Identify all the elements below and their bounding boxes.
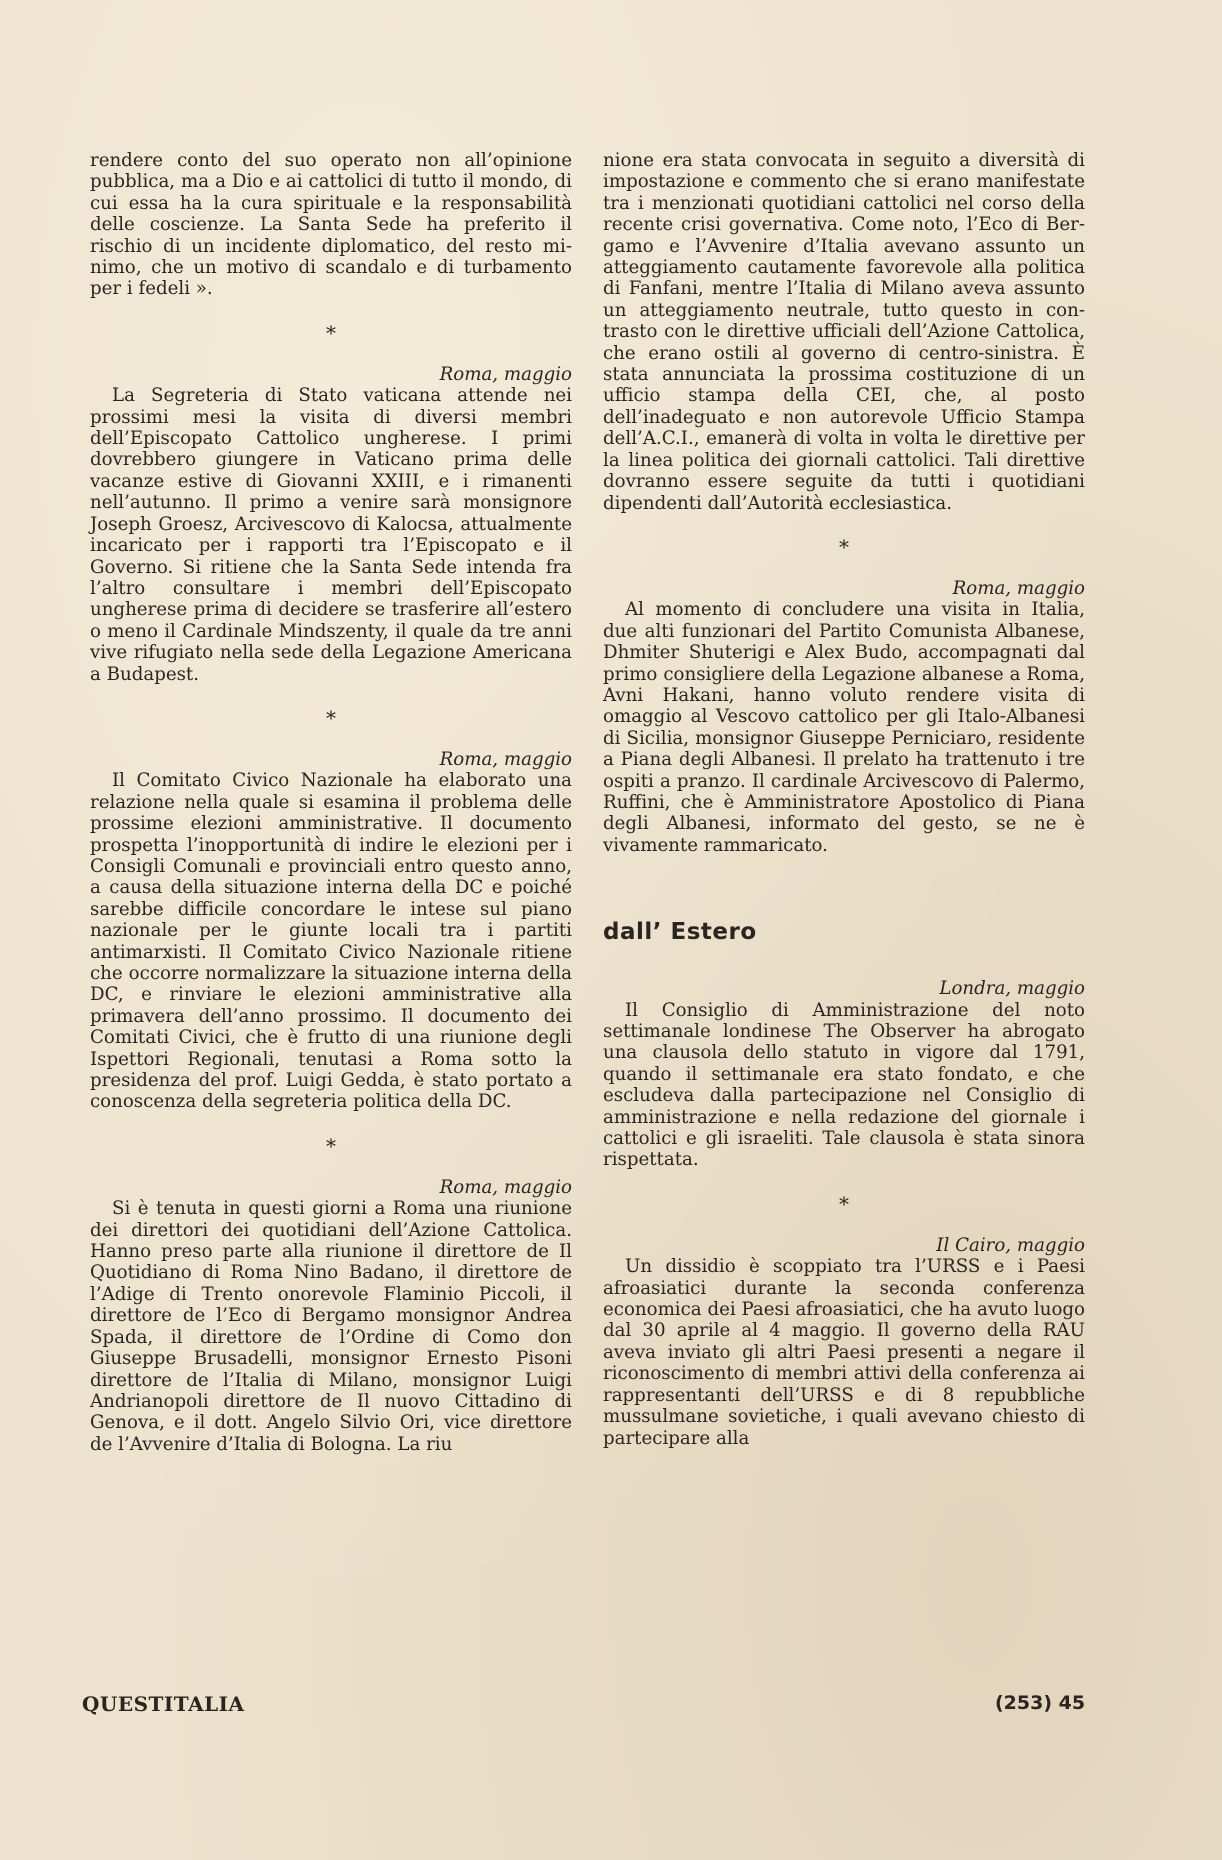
dateline: Roma, maggio — [439, 1176, 572, 1198]
dateline: Roma, maggio — [439, 748, 572, 770]
paragraph-direttori-quotidiani: Si è tenuta in questi giorni a Roma una riunione dei direttori dei quotidiani dell’Azione Cattolica. Hanno preso parte alla riunione il direttore de Il Quotidiano di Roma Nino Badano, il direttore de l’Adige di Trento onorevole Flaminio Piccoli, il direttore de l’Eco di Bergamo monsignor Andrea Spada, il direttore de l’Ordine di Como don Giuseppe Brusadelli, monsignor Ernesto Pisoni direttore de l’Italia di Milano, monsignor Luigi Andrianopoli direttore de Il nuovo Cittadino di Genova, e il dott. Angelo Silvio Ori, vice direttore de l’Avvenire d’Italia di Bologna. La riu — [90, 1198, 572, 1455]
section-title: dall’ Estero — [603, 919, 757, 946]
paragraph-episcopato: La Segreteria di Stato vaticana attende nei prossimi mesi la visita di diversi membri dell’Episcopato Cattolico ungherese. I primi dovrebbero giungere in Vaticano prima delle vacanze estive di Giovanni XXIII, e i rimanenti nell’autunno. Il primo a venire sarà monsignore Joseph Groesz, Arcivescovo di Kalocsa, attualmente incaricato per i rapporti tra l’Episcopato e il Governo. Si ritiene che la Santa Sede intenda fra l’altro consultare i membri dell’Episcopato ungherese prima di decidere se trasferire all’estero o meno il Cardinale Mindszenty, il quale da tre anni vive rifugiato nella sede della Legazione Americana a Budapest. — [90, 385, 572, 685]
separator-asterisk: * — [839, 534, 849, 559]
dateline: Roma, maggio — [439, 363, 572, 385]
separator-asterisk: * — [839, 1191, 849, 1216]
dateline: Roma, maggio — [952, 577, 1085, 599]
separator-asterisk: * — [326, 1133, 336, 1158]
footer-magazine-name: QUESTITALIA — [82, 1692, 245, 1716]
left-column — [90, 150, 572, 1455]
paragraph-continuation: nione era stata convocata in seguito a diversità di impostazione e commento che si erano manifestate tra i menzionati quotidiani cattolici nel corso della recente crisi governativa. Come noto, l’Eco di Bergamo e l’Avvenire d’Italia avevano assunto un atteggiamento cautamente favorevole alla politica di Fanfani, mentre l’Italia di Milano aveva assunto un atteggiamento neutrale, tutto questo in contrasto con le direttive ufficiali dell’Azione Cattolica, che erano ostili al governo di centro-sinistra. È stata annunciata la prossima costituzione di un ufficio stampa della CEI, che, al posto dell’inadeguato e non autorevole Ufficio Stampa dell’A.C.I., emanerà di volta in volta le direttive per la linea politica dei giornali cattolici. Tali direttive dovranno essere seguite da tutti i quotidiani dipendenti dall’Autorità ecclesiastica. — [603, 150, 1085, 514]
paragraph-comitato-civico: Il Comitato Civico Nazionale ha elaborato una relazione nella quale si esamina il problema delle prossime elezioni amministrative. Il documento prospetta l’inopportunità di indire le elezioni per i Consigli Comunali e provinciali entro questo anno, a causa della situazione interna della DC e poiché sarebbe difficile concordare le intese sul piano nazionale per le giunte locali tra i partiti antimarxisti. Il Comitato Civico Nazionale ritiene che occorre normalizzare la situazione interna della DC, e rinviare le elezioni amministrative alla primavera dell’anno prossimo. Il documento dei Comitati Civici, che è frutto di una riunione degli Ispettori Regionali, tenutasi a Roma sotto la presidenza del prof. Luigi Gedda, è stato portato a conoscenza della segreteria politica della DC. — [90, 770, 572, 1113]
separator-asterisk: * — [326, 320, 336, 345]
footer-page-number: (253) 45 — [995, 1692, 1086, 1714]
right-column — [603, 150, 1085, 1449]
paragraph-continuation: rendere conto del suo operato non all’opinione pubblica, ma a Dio e ai cattolici di tutto il mondo, di cui essa ha la cura spirituale e la responsabilità delle coscienze. La Santa Sede ha preferito il rischio di un incidente diplomatico, del resto minimo, che un motivo di scandalo e di turbamento per i fedeli ». — [90, 150, 572, 300]
dateline: Il Cairo, maggio — [936, 1234, 1085, 1256]
paragraph-partito-albanese: Al momento di concludere una visita in Italia, due alti funzionari del Partito Comunista Albanese, Dhmiter Shuterigi e Alex Budo, accompagnati dal primo consigliere della Legazione albanese a Roma, Avni Hakani, hanno voluto rendere visita di omaggio al Vescovo cattolico per gli Italo-Albanesi di Sicilia, monsignor Giuseppe Perniciaro, residente a Piana degli Albanesi. Il prelato ha trattenuto i tre ospiti a pranzo. Il cardinale Arcivescovo di Palermo, Ruffini, che è Amministratore Apostolico di Piana degli Albanesi, informato del gesto, se ne è vivamente rammaricato. — [603, 599, 1085, 856]
paragraph-urss: Un dissidio è scoppiato tra l’URSS e i Paesi afroasiatici durante la seconda conferenza economica dei Paesi afroasiatici, che ha avuto luogo dal 30 aprile al 4 maggio. Il governo della RAU aveva inviato gli altri Paesi presenti a negare il riconoscimento di membri attivi della conferenza ai rappresentanti dell’URSS e di 8 repubbliche mussulmane sovietiche, i quali avevano chiesto di partecipare alla — [603, 1256, 1085, 1449]
separator-asterisk: * — [326, 705, 336, 730]
dateline: Londra, maggio — [939, 978, 1085, 1000]
paragraph-observer: Il Consiglio di Amministrazione del noto settimanale londinese The Observer ha abrogato una clausola dello statuto in vigore dal 1791, quando il settimanale era stato fondato, e che escludeva dalla partecipazione nel Consiglio di amministrazione e nella redazione del giornale i cattolici e gli israeliti. Tale clausola è stata sinora rispettata. — [603, 999, 1085, 1171]
